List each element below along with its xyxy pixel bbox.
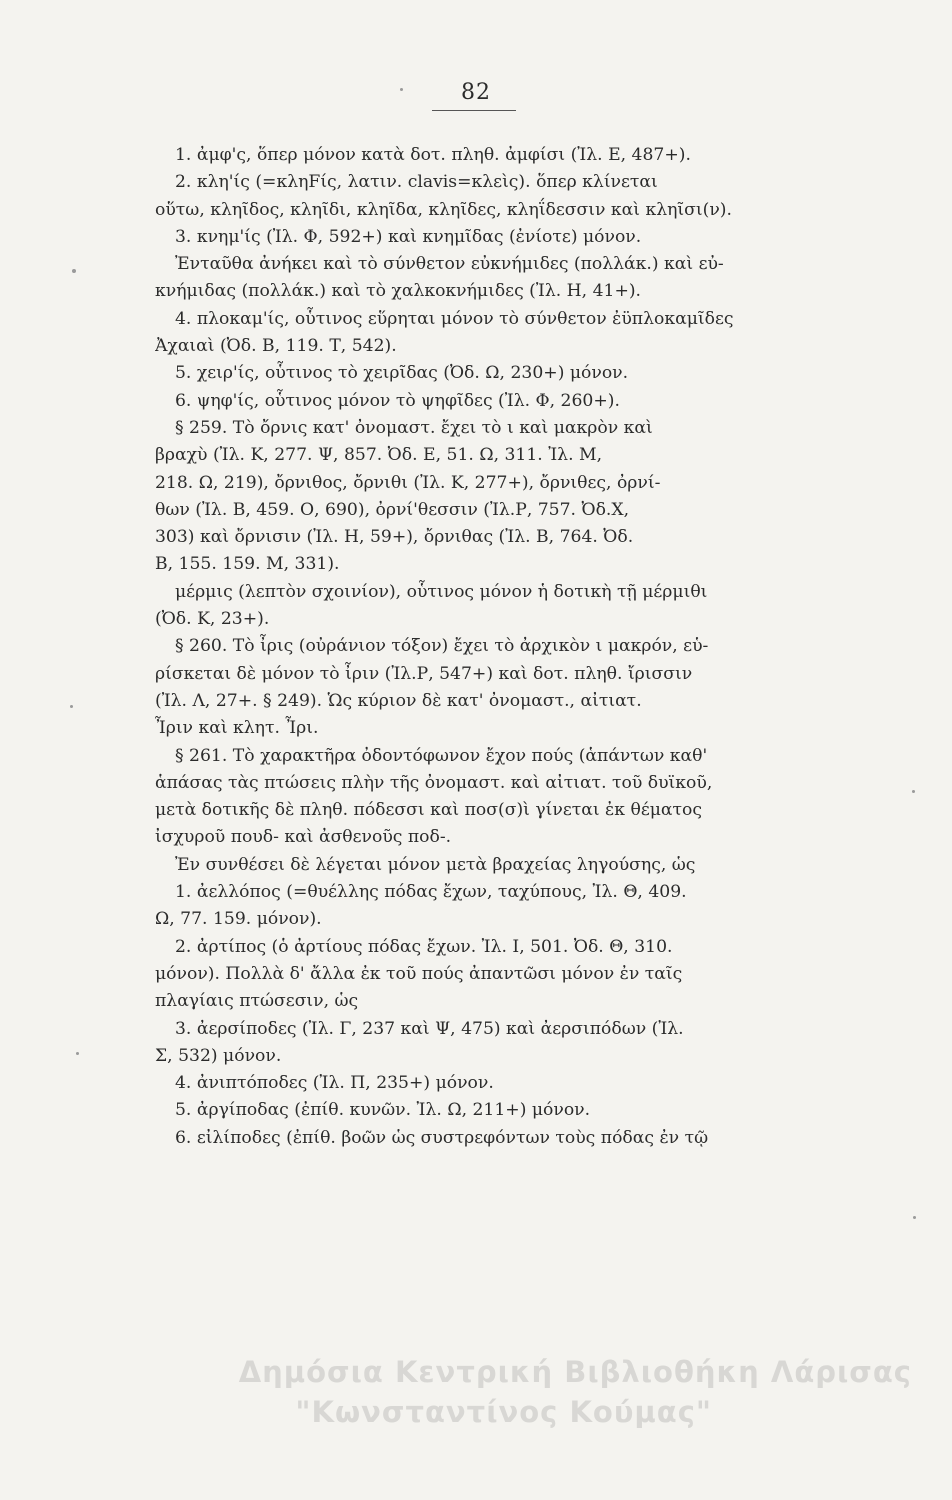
text-line: πλαγίαις πτώσεσιν, ὡς bbox=[155, 991, 359, 1012]
text-line: ἰσχυροῦ πουδ- καὶ ἀσθενοῦς ποδ-. bbox=[155, 827, 452, 848]
text-line: Ἶριν καὶ κλητ. Ἶρι. bbox=[155, 718, 319, 739]
text-line: 2. κλη'ίς (=κληFίς, λατιν. clavis=κλεὶς). ὅπερ κλίνεται bbox=[175, 172, 658, 193]
text-line: θων (Ἰλ. Β, 459. Ο, 690), ὀρνί'θεσσιν (Ἰλ.Ρ, 757. Ὀδ.Χ, bbox=[155, 499, 630, 520]
text-line: 5. ἀργίποδας (ἐπίθ. κυνῶν. Ἰλ. Ω, 211+) μόνον. bbox=[175, 1100, 591, 1121]
text-line: § 261. Τὸ χαρακτῆρα ὀδοντόφωνον ἔχον πούς (ἁπάντων καθ' bbox=[175, 745, 708, 766]
text-line: 1. ἀμφ'ς, ὅπερ μόνον κατὰ δοτ. πληθ. ἀμφίσι (Ἰλ. Ε, 487+). bbox=[175, 145, 691, 165]
text-line: Ἀχαιαὶ (Ὀδ. Β, 119. Τ, 542). bbox=[155, 336, 397, 357]
text-line: 3. κνημ'ίς (Ἰλ. Φ, 592+) καὶ κνημῖδας (ἐνίοτε) μόνον. bbox=[175, 226, 642, 247]
scan-speck bbox=[913, 1216, 916, 1219]
text-line: 2. ἀρτίπος (ὁ ἀρτίους πόδας ἔχων. Ἰλ. Ι, 501. Ὀδ. Θ, 310. bbox=[175, 936, 673, 957]
text-line: μέρμις (λεπτὸν σχοινίον), οὗτινος μόνον ἡ δοτικὴ τῇ μέρμιθι bbox=[175, 581, 708, 602]
text-line: ἁπάσας τὰς πτώσεις πλὴν τῆς ὀνομαστ. καὶ αἰτιατ. τοῦ δυϊκοῦ, bbox=[155, 772, 713, 793]
text-line: ρίσκεται δὲ μόνον τὸ ἶριν (Ἰλ.Ρ, 547+) καὶ δοτ. πληθ. ἴρισσιν bbox=[155, 663, 693, 684]
library-watermark-line2: "Κωνσταντίνος Κούμας" bbox=[295, 1395, 712, 1429]
text-line: 6. εἰλίποδες (ἐπίθ. βοῶν ὡς συστρεφόντων τοὺς πόδας ἐν τῷ bbox=[175, 1127, 709, 1148]
text-line: Σ, 532) μόνον. bbox=[155, 1045, 282, 1066]
text-line: 4. πλοκαμ'ίς, οὗτινος εὕρηται μόνον τὸ σύνθετον ἐϋπλοκαμῖδες bbox=[175, 308, 734, 329]
text-line: § 260. Τὸ ἶρις (οὐράνιον τόξον) ἔχει τὸ ἀρχικὸν ι μακρόν, εὑ- bbox=[175, 636, 709, 657]
page-number-rule bbox=[432, 110, 516, 111]
text-line: Β, 155. 159. Μ, 331). bbox=[155, 554, 340, 575]
text-line: μετὰ δοτικῆς δὲ πληθ. πόδεσσι καὶ ποσ(σ)ὶ γίνεται ἐκ θέματος bbox=[155, 800, 702, 821]
text-line: 303) καὶ ὄρνισιν (Ἰλ. Η, 59+), ὄρνιθας (Ἰλ. Β, 764. Ὀδ. bbox=[155, 527, 634, 548]
body-text bbox=[155, 142, 825, 1152]
text-line: Ω, 77. 159. μόνον). bbox=[155, 909, 322, 930]
text-line: 5. χειρ'ίς, οὗτινος τὸ χειρῖδας (Ὀδ. Ω, 230+) μόνον. bbox=[175, 363, 629, 384]
text-line: 3. ἀερσίποδες (Ἰλ. Γ, 237 καὶ Ψ, 475) καὶ ἀερσιπόδων (Ἰλ. bbox=[175, 1018, 684, 1039]
text-line: οὕτω, κληῖδος, κληῖδι, κληῖδα, κληῖδες, κληΐδεσσιν καὶ κληῖσι(ν). bbox=[155, 199, 732, 220]
text-line: 1. ἀελλόπος (=θυέλλης πόδας ἔχων, ταχύπους, Ἰλ. Θ, 409. bbox=[175, 882, 687, 903]
text-line: (Ἰλ. Λ, 27+. § 249). Ὡς κύριον δὲ κατ' ὀνομαστ., αἰτιατ. bbox=[155, 690, 642, 711]
text-line: μόνον). Πολλὰ δ' ἄλλα ἐκ τοῦ πούς ἀπαντῶσι μόνον ἐν ταῖς bbox=[155, 963, 683, 984]
scan-speck bbox=[72, 269, 76, 273]
text-line: κνήμιδας (πολλάκ.) καὶ τὸ χαλκοκνήμιδες (Ἰλ. Η, 41+). bbox=[155, 281, 642, 302]
scan-speck bbox=[400, 88, 403, 91]
page-number: 82 bbox=[461, 80, 491, 105]
scan-speck bbox=[912, 790, 915, 793]
text-line: βραχὺ (Ἰλ. Κ, 277. Ψ, 857. Ὀδ. Ε, 51. Ω, 311. Ἰλ. Μ, bbox=[155, 445, 603, 466]
text-line: § 259. Τὸ ὄρνις κατ' ὀνομαστ. ἔχει τὸ ι καὶ μακρὸν καὶ bbox=[175, 417, 653, 438]
text-line: 218. Ω, 219), ὄρνιθος, ὄρνιθι (Ἰλ. Κ, 277+), ὄρνιθες, ὀρνί- bbox=[155, 472, 661, 493]
text-line: 6. ψηφ'ίς, οὗτινος μόνον τὸ ψηφῖδες (Ἰλ. Φ, 260+). bbox=[175, 390, 620, 411]
text-line: (Ὀδ. Κ, 23+). bbox=[155, 609, 270, 630]
text-line: 4. ἀνιπτόποδες (Ἰλ. Π, 235+) μόνον. bbox=[175, 1073, 494, 1094]
scan-speck bbox=[70, 705, 73, 708]
library-watermark-line1: Δημόσια Κεντρική Βιβλιοθήκη Λάρισας bbox=[238, 1355, 912, 1389]
text-line: Ἐνταῦθα ἀνήκει καὶ τὸ σύνθετον εὐκνήμιδες (πολλάκ.) καὶ εὐ- bbox=[175, 254, 724, 275]
text-line: Ἐν συνθέσει δὲ λέγεται μόνον μετὰ βραχείας ληγούσης, ὡς bbox=[175, 854, 696, 875]
scan-speck bbox=[76, 1052, 79, 1055]
